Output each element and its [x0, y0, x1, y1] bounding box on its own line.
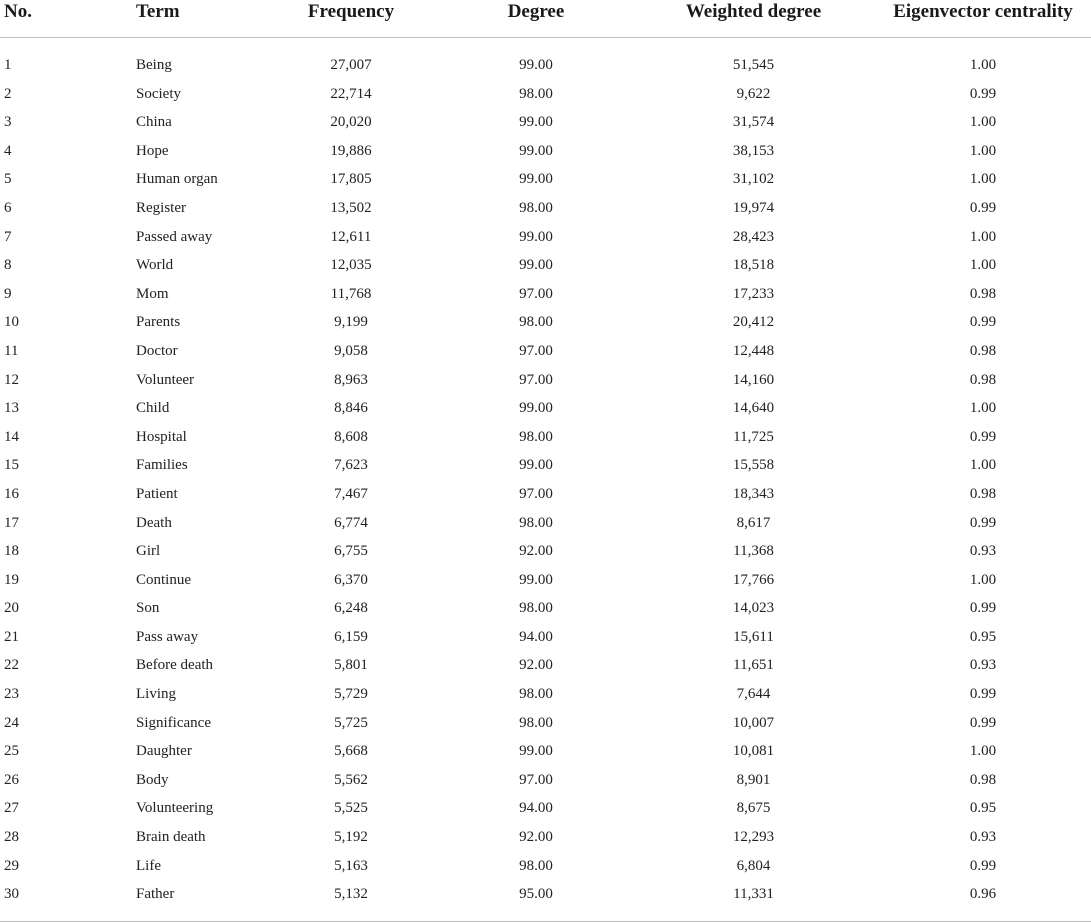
cell-frequency: 6,755 [334, 543, 368, 560]
cell-no: 28 [4, 829, 19, 846]
cell-term: Child [136, 400, 170, 417]
cell-term: Son [136, 600, 160, 617]
cell-degree: 99.00 [519, 171, 553, 188]
cell-degree: 97.00 [519, 285, 553, 302]
cell-eigenvector: 0.98 [969, 342, 997, 359]
cell-no: 30 [4, 886, 19, 903]
cell-weighted-degree: 17,766 [732, 571, 775, 588]
cell-weighted-degree: 14,640 [732, 400, 775, 417]
table-row [0, 594, 1091, 623]
cell-term: Significance [136, 714, 211, 731]
cell-eigenvector: 1.00 [969, 400, 997, 417]
table-row [0, 137, 1091, 166]
cell-eigenvector: 0.98 [969, 371, 997, 388]
cell-degree: 92.00 [519, 657, 553, 674]
header-degree: Degree [507, 1, 565, 22]
cell-no: 12 [4, 371, 19, 388]
cell-eigenvector: 0.99 [969, 514, 997, 531]
cell-no: 5 [4, 171, 12, 188]
cell-frequency: 27,007 [330, 57, 372, 73]
cell-weighted-degree: 31,574 [732, 114, 775, 131]
cell-term: Daughter [136, 743, 192, 760]
cell-degree: 99.00 [519, 257, 553, 274]
table-row [0, 223, 1091, 252]
cell-frequency: 5,192 [334, 829, 368, 846]
table-row [0, 108, 1091, 137]
cell-term: Before death [136, 657, 214, 674]
cell-no: 8 [4, 257, 12, 274]
cell-term: Patient [136, 485, 178, 502]
header-eigenvector: Eigenvector centrality [893, 1, 1073, 22]
table-row [0, 194, 1091, 223]
cell-eigenvector: 0.99 [969, 686, 997, 703]
cell-frequency: 22,714 [330, 85, 372, 102]
table-row [0, 566, 1091, 595]
cell-eigenvector: 0.95 [969, 628, 997, 645]
cell-no: 22 [4, 657, 19, 674]
cell-frequency: 5,801 [334, 657, 368, 674]
table-body [0, 38, 1091, 922]
table-row [0, 80, 1091, 109]
cell-weighted-degree: 18,518 [732, 257, 775, 274]
cell-term: Hospital [136, 428, 187, 445]
cell-weighted-degree: 12,448 [732, 342, 775, 359]
cell-degree: 98.00 [519, 714, 553, 731]
header-no: No. [4, 1, 32, 22]
cell-no: 21 [4, 628, 19, 645]
cell-term: World [136, 257, 174, 274]
cell-weighted-degree: 6,804 [736, 857, 771, 874]
table-row [0, 38, 1091, 80]
cell-frequency: 12,035 [330, 257, 372, 274]
cell-term: Doctor [136, 342, 178, 359]
cell-frequency: 6,248 [334, 600, 368, 617]
cell-eigenvector: 1.00 [969, 171, 997, 188]
cell-degree: 98.00 [519, 514, 553, 531]
cell-degree: 98.00 [519, 85, 553, 102]
cell-term: Living [136, 686, 176, 703]
cell-frequency: 5,562 [334, 771, 368, 788]
cell-weighted-degree: 12,293 [732, 829, 775, 846]
cell-term: Girl [136, 543, 161, 560]
cell-term: Mom [136, 285, 169, 302]
cell-no: 20 [4, 600, 19, 617]
cell-no: 15 [4, 457, 19, 474]
cell-no: 13 [4, 400, 19, 417]
cell-no: 19 [4, 571, 19, 588]
cell-eigenvector: 0.93 [969, 829, 997, 846]
table-row [0, 709, 1091, 738]
cell-eigenvector: 0.93 [969, 657, 997, 674]
cell-weighted-degree: 17,233 [732, 285, 775, 302]
cell-degree: 94.00 [519, 800, 553, 817]
table-row [0, 794, 1091, 823]
cell-eigenvector: 0.98 [969, 771, 997, 788]
cell-no: 3 [4, 114, 12, 131]
cell-term: Brain death [136, 829, 206, 846]
cell-degree: 99.00 [519, 142, 553, 159]
cell-degree: 98.00 [519, 600, 553, 617]
cell-frequency: 6,774 [334, 514, 368, 531]
table-row [0, 651, 1091, 680]
cell-frequency: 7,623 [334, 457, 368, 474]
cell-frequency: 12,611 [330, 228, 372, 245]
table-row [0, 823, 1091, 852]
cell-weighted-degree: 7,644 [736, 686, 771, 703]
cell-weighted-degree: 11,368 [733, 543, 774, 560]
cell-weighted-degree: 38,153 [732, 142, 775, 159]
cell-degree: 99.00 [519, 228, 553, 245]
cell-weighted-degree: 51,545 [732, 57, 775, 73]
cell-no: 16 [4, 485, 19, 502]
cell-term: China [136, 114, 172, 131]
table-row [0, 480, 1091, 509]
cell-no: 18 [4, 543, 19, 560]
cell-eigenvector: 0.93 [969, 543, 997, 560]
cell-eigenvector: 1.00 [969, 57, 997, 73]
table-row [0, 423, 1091, 452]
cell-weighted-degree: 31,102 [732, 171, 775, 188]
cell-weighted-degree: 8,901 [736, 771, 771, 788]
cell-degree: 97.00 [519, 485, 553, 502]
cell-frequency: 7,467 [334, 485, 368, 502]
table-row [0, 766, 1091, 795]
cell-frequency: 6,370 [334, 571, 368, 588]
cell-no: 10 [4, 314, 19, 331]
cell-degree: 99.00 [519, 457, 553, 474]
cell-frequency: 20,020 [330, 114, 372, 131]
cell-eigenvector: 0.95 [969, 800, 997, 817]
cell-weighted-degree: 15,611 [733, 628, 774, 645]
cell-degree: 99.00 [519, 57, 553, 73]
cell-weighted-degree: 28,423 [732, 228, 775, 245]
cell-degree: 98.00 [519, 428, 553, 445]
cell-degree: 99.00 [519, 114, 553, 131]
cell-frequency: 9,058 [334, 342, 368, 359]
cell-term: Hope [136, 142, 169, 159]
cell-no: 25 [4, 743, 19, 760]
cell-weighted-degree: 11,725 [733, 428, 774, 445]
cell-degree: 99.00 [519, 743, 553, 760]
cell-degree: 97.00 [519, 371, 553, 388]
cell-eigenvector: 0.99 [969, 428, 997, 445]
cell-no: 26 [4, 771, 19, 788]
cell-no: 27 [4, 800, 19, 817]
cell-term: Body [136, 771, 169, 788]
cell-eigenvector: 1.00 [969, 457, 997, 474]
header-term: Term [136, 1, 180, 22]
cell-term: Register [136, 199, 186, 216]
cell-no: 4 [4, 142, 12, 159]
header-frequency: Frequency [307, 1, 395, 22]
cell-no: 9 [4, 285, 12, 302]
cell-frequency: 5,729 [334, 686, 368, 703]
cell-frequency: 5,132 [334, 886, 368, 903]
cell-degree: 98.00 [519, 857, 553, 874]
cell-degree: 98.00 [519, 686, 553, 703]
cell-frequency: 8,963 [334, 371, 368, 388]
cell-frequency: 9,199 [334, 314, 368, 331]
table-row [0, 337, 1091, 366]
table-row [0, 509, 1091, 538]
table-row [0, 451, 1091, 480]
cell-no: 7 [4, 228, 12, 245]
cell-no: 23 [4, 686, 19, 703]
cell-no: 1 [4, 57, 12, 73]
cell-no: 6 [4, 199, 12, 216]
cell-term: Volunteering [136, 800, 214, 817]
cell-weighted-degree: 8,675 [736, 800, 771, 817]
table-header [0, 0, 1091, 38]
cell-term: Families [136, 457, 188, 474]
cell-term: Passed away [136, 228, 213, 245]
cell-frequency: 19,886 [330, 142, 372, 159]
cell-frequency: 8,846 [334, 400, 368, 417]
cell-degree: 94.00 [519, 628, 553, 645]
cell-weighted-degree: 14,023 [732, 600, 775, 617]
cell-degree: 97.00 [519, 771, 553, 788]
cell-weighted-degree: 9,622 [736, 85, 771, 102]
cell-eigenvector: 0.99 [969, 857, 997, 874]
cell-eigenvector: 0.98 [969, 285, 997, 302]
table-row [0, 394, 1091, 423]
header-row [0, 0, 1091, 38]
cell-term: Father [136, 886, 175, 903]
cell-term: Society [136, 85, 181, 102]
table-row [0, 737, 1091, 766]
cell-term: Pass away [136, 628, 199, 645]
cell-weighted-degree: 15,558 [732, 457, 775, 474]
cell-no: 17 [4, 514, 19, 531]
cell-frequency: 5,668 [334, 743, 368, 760]
cell-weighted-degree: 14,160 [732, 371, 775, 388]
cell-weighted-degree: 11,331 [733, 886, 774, 903]
cell-degree: 98.00 [519, 314, 553, 331]
cell-term: Parents [136, 314, 181, 331]
cell-eigenvector: 0.99 [969, 314, 997, 331]
cell-no: 24 [4, 714, 19, 731]
cell-weighted-degree: 18,343 [732, 485, 775, 502]
cell-frequency: 17,805 [330, 171, 372, 188]
cell-frequency: 13,502 [330, 199, 372, 216]
table-row [0, 623, 1091, 652]
cell-eigenvector: 0.96 [969, 886, 997, 903]
cell-degree: 92.00 [519, 829, 553, 846]
header-weighted-degree: Weighted degree [685, 1, 822, 22]
cell-frequency: 5,725 [334, 714, 368, 731]
table-row [0, 680, 1091, 709]
cell-frequency: 5,525 [334, 800, 368, 817]
cell-weighted-degree: 20,412 [732, 314, 775, 331]
cell-weighted-degree: 10,081 [732, 743, 775, 760]
cell-degree: 92.00 [519, 543, 553, 560]
cell-eigenvector: 0.99 [969, 199, 997, 216]
cell-eigenvector: 1.00 [969, 228, 997, 245]
table-row [0, 308, 1091, 337]
cell-eigenvector: 1.00 [969, 257, 997, 274]
cell-no: 11 [4, 342, 19, 359]
cell-term: Continue [136, 571, 191, 588]
cell-eigenvector: 0.98 [969, 485, 997, 502]
cell-frequency: 6,159 [334, 628, 368, 645]
cell-term: Human organ [136, 171, 218, 188]
table-row [0, 251, 1091, 280]
cell-no: 14 [4, 428, 19, 445]
cell-term: Death [136, 514, 172, 531]
cell-term: Life [136, 857, 161, 874]
cell-no: 2 [4, 85, 12, 102]
cell-frequency: 5,163 [334, 857, 368, 874]
cell-eigenvector: 0.99 [969, 85, 997, 102]
cell-eigenvector: 1.00 [969, 571, 997, 588]
table-row [0, 280, 1091, 309]
cell-degree: 99.00 [519, 400, 553, 417]
cell-eigenvector: 1.00 [969, 114, 997, 131]
cell-eigenvector: 0.99 [969, 714, 997, 731]
cell-eigenvector: 0.99 [969, 600, 997, 617]
cell-degree: 99.00 [519, 571, 553, 588]
table-row [0, 852, 1091, 881]
table-row [0, 366, 1091, 395]
cell-term: Being [136, 57, 172, 73]
cell-weighted-degree: 10,007 [732, 714, 775, 731]
cell-eigenvector: 1.00 [969, 142, 997, 159]
cell-frequency: 8,608 [334, 428, 368, 445]
cell-eigenvector: 1.00 [969, 743, 997, 760]
cell-degree: 97.00 [519, 342, 553, 359]
table-row [0, 537, 1091, 566]
cell-degree: 98.00 [519, 199, 553, 216]
cell-weighted-degree: 19,974 [732, 199, 775, 216]
table-row [0, 880, 1091, 921]
cell-weighted-degree: 11,651 [733, 657, 774, 674]
cell-degree: 95.00 [519, 886, 553, 903]
cell-term: Volunteer [136, 371, 195, 388]
cell-no: 29 [4, 857, 19, 874]
cell-frequency: 11,768 [330, 285, 372, 302]
cell-weighted-degree: 8,617 [736, 514, 771, 531]
table-row [0, 165, 1091, 194]
